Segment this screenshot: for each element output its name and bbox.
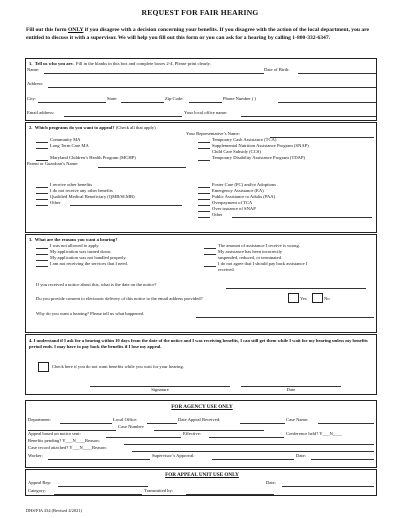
s2-right-top-blank-1[interactable] <box>198 148 210 149</box>
consent-label: Do you provide consent to electronic delivery of this notice to the email address provided? <box>36 296 203 301</box>
appeal-unit-heading: FOR APPEAL UNIT USE ONLY <box>165 472 239 478</box>
s3-right-item-3: I do not agree that I should pay back assistance I <box>218 261 308 266</box>
dob-label: Date of Birth: <box>264 67 290 72</box>
appeal-unit-date-label: Date: <box>266 480 276 485</box>
consent-yes-label: Yes <box>300 296 307 301</box>
address-field[interactable] <box>48 87 376 88</box>
section-4-statement: I understand if I ask for a hearing within 10 days from the date of the notice and I was receiving benefits, I can still get them while I wait for my hearing unless my benefits period ends. I may have to pay back the benefits if I lose my appeal. <box>29 338 368 350</box>
section-3-heading: What are the reasons you want a hearing? <box>34 237 118 242</box>
state-label: State: <box>107 96 118 101</box>
appeal-unit-date-field[interactable] <box>282 486 374 487</box>
why-hearing-field[interactable] <box>196 317 374 318</box>
section-1-box <box>25 58 377 121</box>
s3-left-blank-0[interactable] <box>36 248 48 249</box>
consent-yes-checkbox[interactable] <box>288 293 299 303</box>
s2-right-bottom-item-2: Public Assistance to Adults (PAA) <box>212 194 276 199</box>
s2-right-bottom-blank-5[interactable] <box>198 217 210 218</box>
form-title: REQUEST FOR FAIR HEARING <box>141 8 259 17</box>
intro-part2: if you disagree with a decision concerning your benefits. If you disagree with the action of the local department, you are entitled to discuss it with a supervisor. We will help you fill out this form or you can ask for a hearing by calling 1-800-332-6347. <box>26 27 370 41</box>
local-office-agency-label: Local Office: <box>113 417 138 422</box>
section-1-instruction: Fill in the blanks in this box and complete boxes 2-4. Please print clearly. <box>75 61 211 66</box>
notice-date-field[interactable] <box>226 288 366 289</box>
name-field[interactable] <box>44 73 264 74</box>
worker-field[interactable] <box>48 459 150 460</box>
email-field[interactable] <box>64 116 182 117</box>
s2-right-top-item-3: Temporary Disability Assistance Program (TDAP) <box>212 155 306 160</box>
s2-right-bottom-item-0: Foster Care (FC) and/or Adoptions <box>212 182 277 187</box>
city-field[interactable] <box>38 102 106 103</box>
section-2-heading: Which programs do you want to appeal? <box>34 125 115 130</box>
intro-text <box>26 27 378 43</box>
s2-right-bottom-item-5: Other <box>212 212 223 217</box>
agency-date-label: Date: <box>296 453 306 458</box>
dob-field[interactable] <box>298 73 376 74</box>
s3-left-item-2: My application was not handled properly. <box>50 255 127 260</box>
section-2-check-all: (Check all that apply) <box>115 125 156 130</box>
appeal-rep-label: Appeal Rep: <box>28 480 52 485</box>
agency-use-heading: FOR AGENCY USE ONLY <box>171 404 233 410</box>
conference-label: Conference held? Y___N____ <box>286 431 342 436</box>
s3-right-item-4: received. <box>218 267 235 272</box>
section-1-number: 1. <box>29 61 33 66</box>
agency-date-field[interactable] <box>311 459 374 460</box>
s3-left-item-0: I was not allowed to apply. <box>50 243 100 248</box>
address-label: Address: <box>27 81 44 86</box>
s2-left-bottom-blank-3[interactable] <box>36 205 48 206</box>
worker-label: Worker: <box>28 453 43 458</box>
no-benefits-checkbox[interactable] <box>38 362 49 372</box>
s2-left-bottom-blank-2[interactable] <box>36 199 48 200</box>
s3-left-blank-1[interactable] <box>36 254 48 255</box>
department-label: Department: <box>28 417 51 422</box>
zip-field[interactable] <box>189 102 222 103</box>
state-field[interactable] <box>121 102 164 103</box>
representative-label: Your Representative’s Name: <box>186 131 240 136</box>
date-received-field[interactable] <box>240 423 285 424</box>
notice-date-label: If you received a notice about this, what is the date on the notice? <box>36 282 157 287</box>
s2-right-bottom-item-3: Overpayment of TCA <box>212 200 253 205</box>
section-4-box <box>25 334 377 395</box>
s2-left-bottom-item-1: I do not receive any other benefits <box>50 188 113 193</box>
department-field[interactable] <box>60 423 112 424</box>
s3-right-item-0: The amount of assistance I receive is wrong. <box>218 243 300 248</box>
appeal-unit-box <box>25 469 377 496</box>
email-label: Email address: <box>27 110 55 115</box>
appeal-rep-field[interactable] <box>58 486 148 487</box>
s3-left-item-3: I am not receiving the services that I need. <box>50 261 128 266</box>
s2-right-bottom-blank-0[interactable] <box>198 187 210 188</box>
s2-right-bottom-item-1: Emergency Assistance (EA) <box>212 188 264 193</box>
case-record-field[interactable] <box>132 451 374 452</box>
case-number-label: Case Number: <box>118 424 145 429</box>
s2-left-bottom-item-0: I receive other benefits <box>50 182 93 187</box>
city-label: City: <box>27 96 37 101</box>
case-name-label: Case Name: <box>286 417 309 422</box>
s2-right-bottom-blank-3[interactable] <box>198 205 210 206</box>
s2-right-top-item-1: Supplemental Nutrition Assistance Program (SNAP) <box>212 143 309 148</box>
name-label: Name: <box>27 67 40 72</box>
local-office-field[interactable] <box>241 116 376 117</box>
phone-label: Phone Number ( ) <box>223 96 257 101</box>
s2-right-top-blank-0[interactable] <box>198 142 210 143</box>
s2-left-bottom-item-3: Other <box>50 200 61 205</box>
parent-guardian-label: Parent or Guardian’s Name: <box>27 161 79 166</box>
signature-label: Signature <box>151 387 169 392</box>
s2-left-top-blank-1[interactable] <box>36 148 48 149</box>
other-left-field[interactable] <box>70 205 182 206</box>
section-4-text <box>29 338 373 350</box>
s2-right-top-item-2: Child Care Subsidy (CCS) <box>212 149 261 154</box>
form-number: DHS/FIA 334 (Revised 4/2021) <box>26 508 82 513</box>
category-field[interactable] <box>54 494 142 495</box>
category-label: Category: <box>28 488 47 493</box>
section-1-heading: Tell us who you are. <box>34 61 74 66</box>
s2-left-top-item-0: Community MA <box>50 137 81 142</box>
section-1-header <box>29 61 211 67</box>
s3-right-item-1: My assistance has been incorrectly <box>218 249 283 254</box>
s3-right-blank-0[interactable] <box>204 248 216 249</box>
section-2-number: 2. <box>29 125 33 130</box>
local-office-agency-field[interactable] <box>147 423 177 424</box>
case-name-field[interactable] <box>318 423 374 424</box>
section-3-number: 3. <box>29 237 33 242</box>
local-office-label: Your local office name: <box>184 110 228 115</box>
s3-right-item-2: suspended, reduced, or terminated. <box>218 255 283 260</box>
other-right-field[interactable] <box>232 217 372 218</box>
consent-no-checkbox[interactable] <box>312 293 323 303</box>
transmitted-by-label: Transmitted by: <box>144 488 174 493</box>
why-hearing-label: Why do you want a hearing? Please tell us what happened. <box>36 311 145 316</box>
representative-field[interactable] <box>270 137 374 138</box>
case-record-label: Case record attached? Y___N____Reason: <box>28 445 107 450</box>
s2-right-top-item-0: Temporary Cash Assistance (TCA) <box>212 137 277 142</box>
case-number-field[interactable] <box>154 430 264 431</box>
s3-left-blank-3[interactable] <box>36 266 48 267</box>
s2-right-bottom-item-4: Over issuance of SNAP <box>212 206 256 211</box>
s2-left-top-item-1: Long Term Care MA <box>50 143 89 148</box>
s2-left-bottom-blank-0[interactable] <box>36 187 48 188</box>
s2-right-bottom-blank-4[interactable] <box>198 211 210 212</box>
supervisor-field[interactable] <box>212 459 294 460</box>
section-3-box <box>25 234 377 333</box>
no-benefits-label: Check here if you do not want benefits while you wait for your hearing. <box>52 364 184 369</box>
s2-right-bottom-blank-1[interactable] <box>198 193 210 194</box>
s2-left-bottom-item-2: Qualified Medical Beneficiary (QMB/SLMB) <box>50 194 135 199</box>
intro-only: ONLY <box>67 27 84 33</box>
section-2-header <box>29 125 156 131</box>
zip-label: Zip Code: <box>165 96 184 101</box>
section-2-box <box>25 122 377 233</box>
date-received-label: Date Appeal Received: <box>178 417 221 422</box>
effective-label: Effective: <box>183 431 202 436</box>
section-4-number: 4. <box>29 338 33 343</box>
phone-field[interactable] <box>278 102 376 103</box>
s3-left-blank-2[interactable] <box>36 260 48 261</box>
consent-no-label: No <box>324 296 330 301</box>
s3-right-blank-3[interactable] <box>204 266 216 267</box>
benefits-pending-field[interactable] <box>124 444 374 445</box>
s2-left-top-blank-0[interactable] <box>36 142 48 143</box>
s2-right-bottom-blank-2[interactable] <box>198 199 210 200</box>
transmitted-by-field[interactable] <box>186 494 274 495</box>
supervisor-label: Supervisor’s Approval: <box>152 453 195 458</box>
benefits-pending-label: Benefits pending? Y___N____Reason: <box>28 438 100 443</box>
s2-left-top-item-3: Maryland Children’s Health Program (MCHP) <box>50 155 136 160</box>
parent-guardian-field[interactable] <box>98 167 186 168</box>
s2-right-top-blank-3[interactable] <box>198 160 210 161</box>
effective-field[interactable] <box>209 437 284 438</box>
s2-left-bottom-blank-1[interactable] <box>36 193 48 194</box>
s3-right-blank-1[interactable] <box>204 254 216 255</box>
date-label: Date <box>286 387 296 392</box>
intro-part1: Fill out this form <box>26 27 68 33</box>
s3-left-item-1: My application was turned down. <box>50 249 112 254</box>
agency-use-box <box>25 400 377 468</box>
appeal-notice-label: Appeal based on notice sent: <box>28 431 81 436</box>
appeal-notice-field[interactable] <box>106 437 181 438</box>
